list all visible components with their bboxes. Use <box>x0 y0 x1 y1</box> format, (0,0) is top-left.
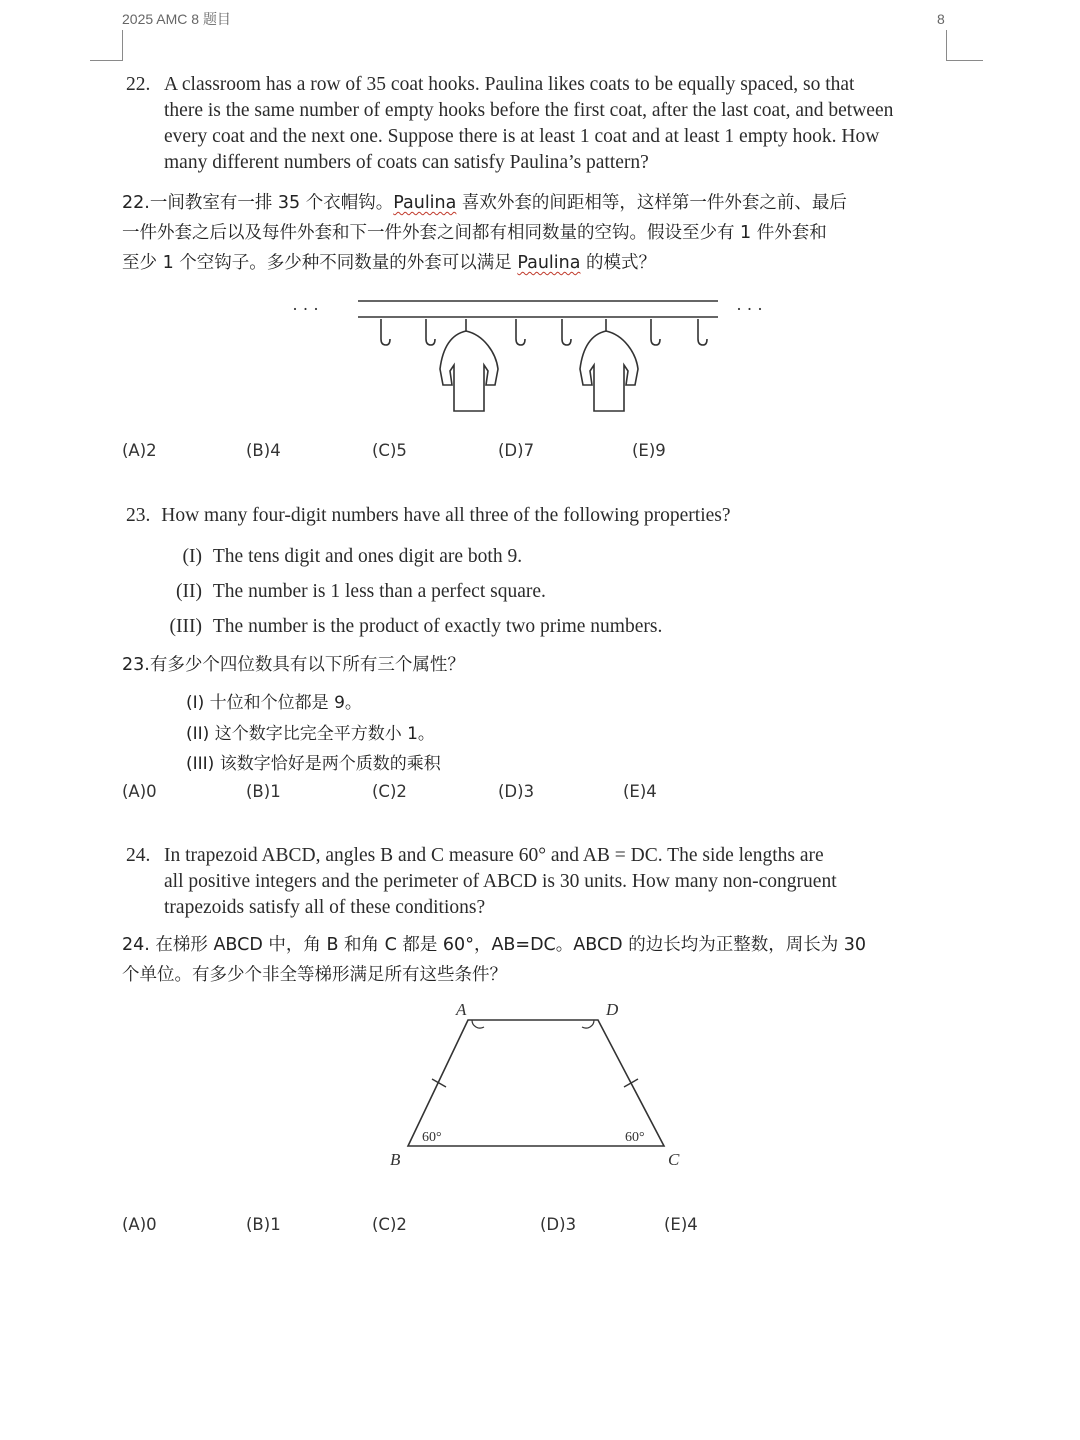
q22-choice-e[interactable]: (E)9 <box>632 441 666 460</box>
q24-zh-text: 24. 在梯形 ABCD 中，角 B 和角 C 都是 60°，AB=DC。ABCD 的边长均为正整数，周长为 30 <box>122 935 867 955</box>
prop-text: The number is 1 less than a perfect square. <box>212 581 546 602</box>
q22-en-line: every coat and the next one. Suppose there is at least 1 coat and at least 1 empty hook. How <box>164 126 880 147</box>
q23-zh-stem: 23.有多少个四位数具有以下所有三个属性？ <box>122 655 465 675</box>
q23-english <box>126 503 731 529</box>
q22-zh-text: 至少 1 个空钩子。多少种不同数量的外套可以满足 <box>122 253 518 273</box>
q24-number: 24. <box>126 845 151 866</box>
q22-zh-text: 喜欢外套的间距相等，这样第一件外套之前、最后 <box>456 193 847 213</box>
crop-mark-left <box>90 30 123 61</box>
q23-prop-zh: (II) 这个数字比完全平方数小 1。 <box>186 724 435 744</box>
q22-english <box>126 72 956 176</box>
q24-choice-d[interactable]: (D)3 <box>540 1215 577 1234</box>
hook-icon <box>516 319 525 345</box>
tick-mark-dc <box>624 1079 638 1087</box>
q23-choice-e[interactable]: (E)4 <box>623 782 657 801</box>
angle-mark-d <box>582 1020 594 1028</box>
q22-number: 22. <box>126 74 151 95</box>
coat-icon <box>440 319 498 411</box>
q24-choice-a[interactable]: (A)0 <box>122 1215 157 1234</box>
angle-c-label: 60° <box>625 1130 645 1145</box>
prop-text: The number is the product of exactly two prime numbers. <box>212 616 663 637</box>
q22-en-line: A classroom has a row of 35 coat hooks. Paulina likes coats to be equally spaced, so that <box>164 74 855 95</box>
q22-zh-name: Paulina <box>393 193 457 213</box>
q24-chinese <box>122 930 962 990</box>
figure-dots-right: · · · <box>736 299 763 319</box>
q24-choice-e[interactable]: (E)4 <box>664 1215 698 1234</box>
q24-zh-text: 个单位。有多少个非全等梯形满足所有这些条件？ <box>122 965 507 985</box>
q24-en-line: trapezoids satisfy all of these conditions? <box>164 897 486 918</box>
q23-prop-en <box>160 581 546 603</box>
q22-zh-text: 一件外套之后以及每件外套和下一件外套之间都有相同数量的空钩。假设至少有 1 件外套和 <box>122 223 827 243</box>
q24-en-line: all positive integers and the perimeter of ABCD is 30 units. How many non-congruent <box>164 871 837 892</box>
q23-choice-d[interactable]: (D)3 <box>498 782 535 801</box>
vertex-b-label: B <box>390 1150 401 1169</box>
vertex-c-label: C <box>668 1150 680 1169</box>
hooks <box>381 319 707 345</box>
q23-prop-en <box>160 546 522 568</box>
trapezoid-shape <box>408 1020 664 1146</box>
trapezoid-figure <box>380 995 700 1180</box>
q22-choice-b[interactable]: (B)4 <box>246 441 281 460</box>
q23-number: 23. <box>126 505 151 526</box>
q23-en-stem: How many four-digit numbers have all three of the following properties? <box>161 505 731 526</box>
q22-en-line: there is the same number of empty hooks before the first coat, after the last coat, and between <box>164 100 894 121</box>
q23-prop-zh: (III) 该数字恰好是两个质数的乘积 <box>186 754 441 774</box>
angle-mark-a <box>472 1020 484 1028</box>
prop-label: (I) <box>182 546 202 567</box>
q23-prop-zh: (I) 十位和个位都是 9。 <box>186 693 362 713</box>
q22-en-line: many different numbers of coats can satisfy Paulina’s pattern? <box>164 152 649 173</box>
q22-zh-text: 的模式？ <box>580 253 657 273</box>
header-title: 2025 AMC 8 题目 <box>122 11 231 27</box>
q22-zh-text: 22.一间教室有一排 35 个衣帽钩。 <box>122 193 394 213</box>
prop-label: (II) <box>176 581 202 602</box>
q22-choice-a[interactable]: (A)2 <box>122 441 157 460</box>
q23-choice-c[interactable]: (C)2 <box>372 782 407 801</box>
figure-dots-left: · · · <box>292 299 319 319</box>
q24-english <box>126 843 956 921</box>
hook-icon <box>381 319 390 345</box>
q22-choice-d[interactable]: (D)7 <box>498 441 535 460</box>
page-number: 8 <box>937 11 945 27</box>
angle-b-label: 60° <box>422 1130 442 1145</box>
q24-en-line: In trapezoid ABCD, angles B and C measure 60° and AB = DC. The side lengths are <box>164 845 824 866</box>
q24-choice-b[interactable]: (B)1 <box>246 1215 281 1234</box>
coat-hooks-figure <box>280 285 800 420</box>
crop-mark-right <box>946 30 983 61</box>
q23-prop-en <box>160 616 662 638</box>
q22-zh-name: Paulina <box>517 253 581 273</box>
hook-icon <box>651 319 660 345</box>
q23-choice-a[interactable]: (A)0 <box>122 782 157 801</box>
vertex-a-label: A <box>456 1000 467 1019</box>
hook-icon <box>426 319 435 345</box>
hook-icon <box>562 319 571 345</box>
q22-chinese <box>122 188 962 278</box>
prop-text: The tens digit and ones digit are both 9. <box>212 546 523 567</box>
coat-icon <box>580 319 638 411</box>
prop-label: (III) <box>169 616 202 637</box>
q22-choice-c[interactable]: (C)5 <box>372 441 407 460</box>
q23-choice-b[interactable]: (B)1 <box>246 782 281 801</box>
q24-choice-c[interactable]: (C)2 <box>372 1215 407 1234</box>
vertex-d-label: D <box>606 1000 619 1019</box>
hook-icon <box>698 319 707 345</box>
